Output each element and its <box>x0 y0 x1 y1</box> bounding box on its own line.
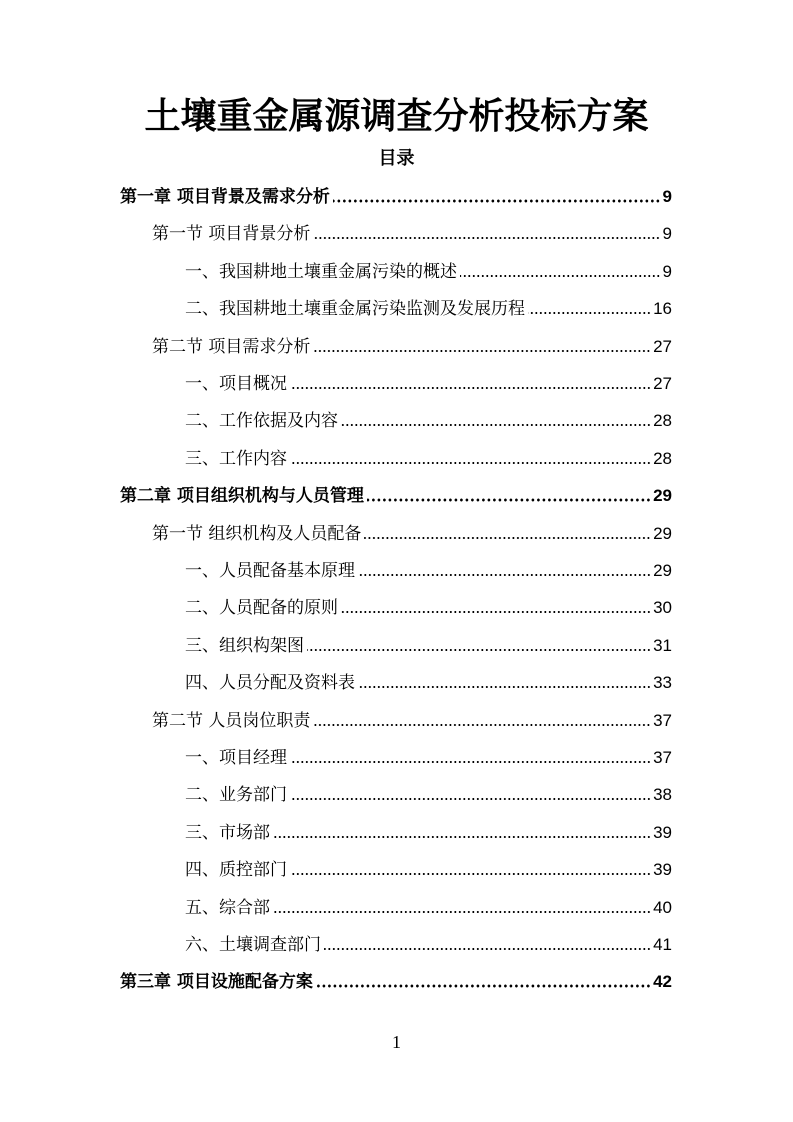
toc-entry-label: 二、工作依据及内容 <box>185 411 338 432</box>
dot-leader <box>313 348 651 354</box>
toc-item-entry[interactable] <box>185 857 672 883</box>
toc-entry-label: 一、我国耕地土壤重金属污染的概述 <box>185 261 457 282</box>
toc-entry-label: 第三章 项目设施配备方案 <box>120 972 313 993</box>
toc-entry-label: 一、人员配备基本原理 <box>185 561 355 581</box>
toc-item-entry[interactable] <box>185 595 672 621</box>
dot-leader <box>290 385 651 391</box>
dot-leader <box>460 273 661 279</box>
toc-item-entry[interactable] <box>185 895 672 921</box>
toc-entry-page: 31 <box>653 635 672 655</box>
toc-entry-label: 三、组织构架图 <box>185 635 304 656</box>
toc-entry-label: 二、业务部门 <box>185 785 287 806</box>
dot-leader <box>313 722 651 728</box>
dot-leader <box>290 796 651 802</box>
toc-entry-label: 三、工作内容 <box>185 448 287 469</box>
toc-entry-page: 16 <box>653 299 672 319</box>
toc-entry-page: 39 <box>653 822 672 842</box>
dot-leader <box>367 497 651 503</box>
toc-chapter-entry[interactable] <box>120 483 672 509</box>
page-number: 1 <box>392 1032 401 1052</box>
toc-entry-page: 37 <box>653 748 672 767</box>
toc-section-entry[interactable] <box>152 221 672 247</box>
dot-leader <box>313 235 660 241</box>
toc-entry-page: 38 <box>653 785 672 805</box>
dot-leader <box>364 535 651 541</box>
toc-entry-label: 五、综合部 <box>185 897 270 918</box>
toc-item-entry[interactable] <box>185 745 672 771</box>
toc-item-entry[interactable] <box>185 446 672 472</box>
toc-entry-label: 四、质控部门 <box>185 860 287 881</box>
toc-entry-page: 33 <box>653 673 672 693</box>
dot-leader <box>341 609 651 615</box>
toc-entry-page: 28 <box>653 448 672 468</box>
toc-item-entry[interactable] <box>185 670 672 696</box>
toc-entry-page: 9 <box>662 187 672 206</box>
dot-leader <box>324 946 651 952</box>
toc-entry-page: 37 <box>653 710 672 730</box>
dot-leader <box>290 871 651 877</box>
toc-entry-page: 40 <box>653 897 672 917</box>
toc-entry-page: 30 <box>653 598 672 618</box>
toc-item-entry[interactable] <box>185 408 672 434</box>
toc-section-entry[interactable] <box>152 334 672 360</box>
dot-leader <box>358 684 651 690</box>
dot-leader <box>290 460 651 466</box>
toc-entry-label: 第一节 组织机构及人员配备 <box>152 523 362 544</box>
toc-entry-label: 四、人员分配及资料表 <box>185 673 355 694</box>
toc-entry-page: 9 <box>662 224 672 244</box>
toc-entry-label: 第二节 人员岗位职责 <box>152 710 311 731</box>
toc-entry-page: 28 <box>653 411 672 431</box>
dot-leader <box>316 983 651 989</box>
toc-item-entry[interactable] <box>185 932 672 958</box>
dot-leader <box>273 909 651 915</box>
toc-item-entry[interactable] <box>185 820 672 846</box>
toc-entry-page: 42 <box>653 972 672 992</box>
toc-section-entry[interactable] <box>152 521 672 547</box>
toc-entry-label: 第二节 项目需求分析 <box>152 336 311 357</box>
toc-entry-label: 六、土壤调查部门 <box>185 935 321 955</box>
toc-chapter-entry[interactable] <box>120 184 672 210</box>
toc-entry-page: 29 <box>653 486 672 506</box>
toc-entry-label: 二、我国耕地土壤重金属污染监测及发展历程 <box>185 299 525 320</box>
toc-entry-page: 29 <box>653 523 672 543</box>
toc-entry-label: 二、人员配备的原则 <box>185 598 338 619</box>
dot-leader <box>358 572 651 578</box>
toc-item-entry[interactable] <box>185 558 672 584</box>
toc-section-entry[interactable] <box>152 708 672 734</box>
toc-item-entry[interactable] <box>185 296 672 322</box>
toc-heading: 目录 <box>378 148 415 169</box>
toc-item-entry[interactable] <box>185 371 672 397</box>
toc-entry-page: 27 <box>653 336 672 356</box>
toc-chapter-entry[interactable] <box>120 969 672 995</box>
toc-item-entry[interactable] <box>185 633 672 659</box>
toc-entry-page: 39 <box>653 860 672 880</box>
toc-entry-label: 第一章 项目背景及需求分析 <box>120 187 330 207</box>
toc-item-entry[interactable] <box>185 259 672 285</box>
dot-leader <box>290 759 651 765</box>
dot-leader <box>528 310 651 316</box>
toc-entry-page: 9 <box>662 261 672 281</box>
toc-entry-page: 27 <box>653 374 672 393</box>
toc-item-entry[interactable] <box>185 782 672 808</box>
toc-entry-label: 一、项目经理 <box>185 748 287 768</box>
toc-entry-page: 29 <box>653 561 672 580</box>
toc-entry-label: 第二章 项目组织机构与人员管理 <box>120 486 364 507</box>
toc-entry-label: 第一节 项目背景分析 <box>152 224 311 245</box>
toc-entry-label: 三、市场部 <box>185 822 270 843</box>
toc-entry-label: 一、项目概况 <box>185 374 287 394</box>
toc-entry-page: 41 <box>653 935 672 954</box>
dot-leader <box>273 834 651 840</box>
dot-leader <box>341 422 651 428</box>
document-title: 土壤重金属源调查分析投标方案 <box>144 96 649 137</box>
dot-leader <box>307 647 651 653</box>
dot-leader <box>333 198 661 204</box>
